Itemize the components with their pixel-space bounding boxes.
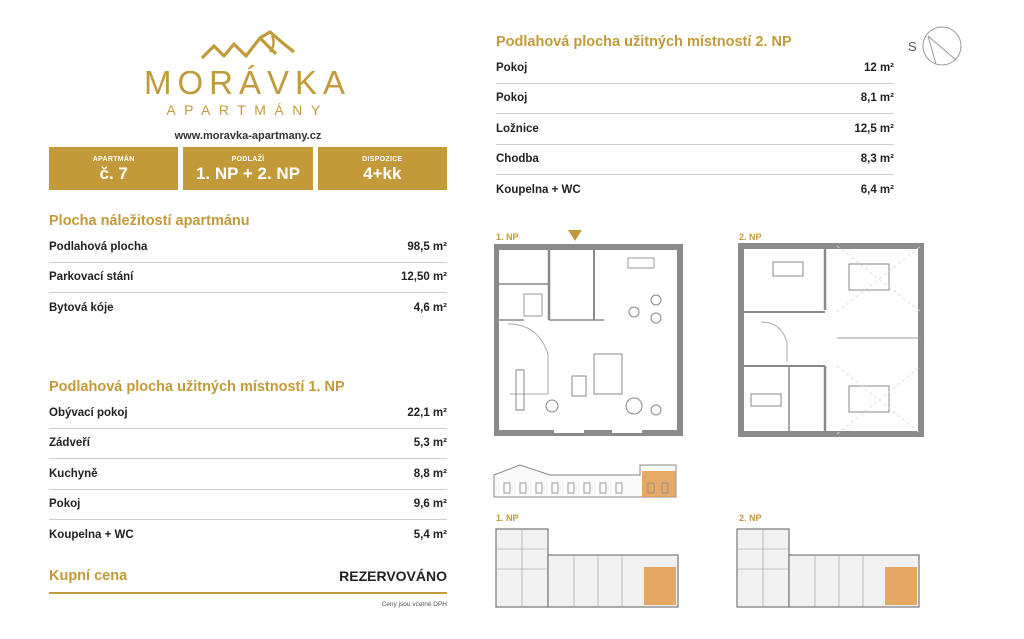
room-area: 12 m² xyxy=(863,61,894,74)
table-row xyxy=(496,53,894,84)
room-name: Koupelna + WC xyxy=(496,184,581,197)
mini-plan-label-1np: 1. NP xyxy=(496,513,519,523)
room-name: Parkovací stání xyxy=(49,271,134,284)
table-row xyxy=(496,175,894,206)
table-row xyxy=(49,293,447,324)
building-elevation xyxy=(490,457,690,505)
table-row xyxy=(49,520,447,551)
info-label: PODLAŽÍ xyxy=(231,156,265,163)
room-area: 22,1 m² xyxy=(407,406,447,419)
room-name: Podlahová plocha xyxy=(49,240,148,253)
info-box-layout xyxy=(318,147,447,190)
website-link[interactable]: www.moravka-apartmany.cz xyxy=(174,130,322,142)
info-label: DISPOZICE xyxy=(362,156,403,163)
table-row xyxy=(49,398,447,429)
price-row xyxy=(49,568,447,594)
price-label: Kupní cena xyxy=(49,568,128,584)
mountain-logo-icon xyxy=(198,30,298,64)
plan-label-1np: 1. NP xyxy=(496,232,519,242)
mini-plan-2np xyxy=(735,525,925,609)
logo xyxy=(140,30,355,118)
room-area: 12,50 m² xyxy=(400,271,447,284)
belongings-table xyxy=(49,232,447,324)
table-row xyxy=(49,459,447,490)
entrance-marker-icon xyxy=(568,230,582,241)
room-area: 9,6 m² xyxy=(413,498,447,511)
table-row xyxy=(49,429,447,460)
room-name: Ložnice xyxy=(496,122,539,135)
room-name: Chodba xyxy=(496,153,539,166)
price-value: REZERVOVÁNO xyxy=(339,568,447,584)
info-box-floor xyxy=(183,147,312,190)
belongings-title: Plocha náležitostí apartmánu xyxy=(49,213,250,229)
room-area: 5,3 m² xyxy=(413,437,447,450)
floor2-table xyxy=(496,53,894,206)
price-note: Ceny jsou včetně DPH xyxy=(381,601,447,608)
mini-plan-1np xyxy=(494,525,684,609)
floor2-title: Podlahová plocha užitných místností 2. NP xyxy=(496,34,792,50)
info-label: APARTMÁN xyxy=(92,156,135,163)
floor-plan-2np xyxy=(737,242,927,438)
table-row xyxy=(496,114,894,145)
table-row xyxy=(496,145,894,176)
brand-name: MORÁVKA xyxy=(143,64,352,101)
room-name: Bytová kóje xyxy=(49,302,114,315)
room-area: 6,4 m² xyxy=(860,184,894,197)
info-value: 1. NP + 2. NP xyxy=(195,164,301,183)
room-area: 5,4 m² xyxy=(413,529,447,542)
room-name: Koupelna + WC xyxy=(49,529,134,542)
room-name: Pokoj xyxy=(496,92,528,105)
plan-label-2np: 2. NP xyxy=(739,232,762,242)
table-row xyxy=(49,232,447,263)
table-row xyxy=(496,84,894,115)
room-name: Pokoj xyxy=(49,498,81,511)
info-boxes xyxy=(49,147,447,190)
room-area: 8,1 m² xyxy=(860,92,894,105)
mini-plan-label-2np: 2. NP xyxy=(739,513,762,523)
room-name: Pokoj xyxy=(496,61,528,74)
floor1-table xyxy=(49,398,447,551)
room-name: Obývací pokoj xyxy=(49,406,128,419)
info-box-apartment xyxy=(49,147,178,190)
table-row xyxy=(49,490,447,521)
room-area: 4,6 m² xyxy=(413,302,447,315)
room-area: 8,8 m² xyxy=(413,467,447,480)
room-area: 98,5 m² xyxy=(407,240,447,253)
room-area: 8,3 m² xyxy=(860,153,894,166)
compass-label: S xyxy=(908,39,917,54)
table-row xyxy=(49,263,447,294)
room-area: 12,5 m² xyxy=(854,122,894,135)
room-name: Kuchyně xyxy=(49,467,98,480)
room-name: Zádveří xyxy=(49,437,90,450)
info-value: č. 7 xyxy=(99,164,128,183)
floor1-title: Podlahová plocha užitných místností 1. NP xyxy=(49,379,345,395)
compass-icon xyxy=(920,24,964,68)
brand-subtitle: APARTMÁNY xyxy=(166,102,329,118)
info-value: 4+kk xyxy=(363,164,402,183)
floor-plan-1np xyxy=(494,230,684,436)
